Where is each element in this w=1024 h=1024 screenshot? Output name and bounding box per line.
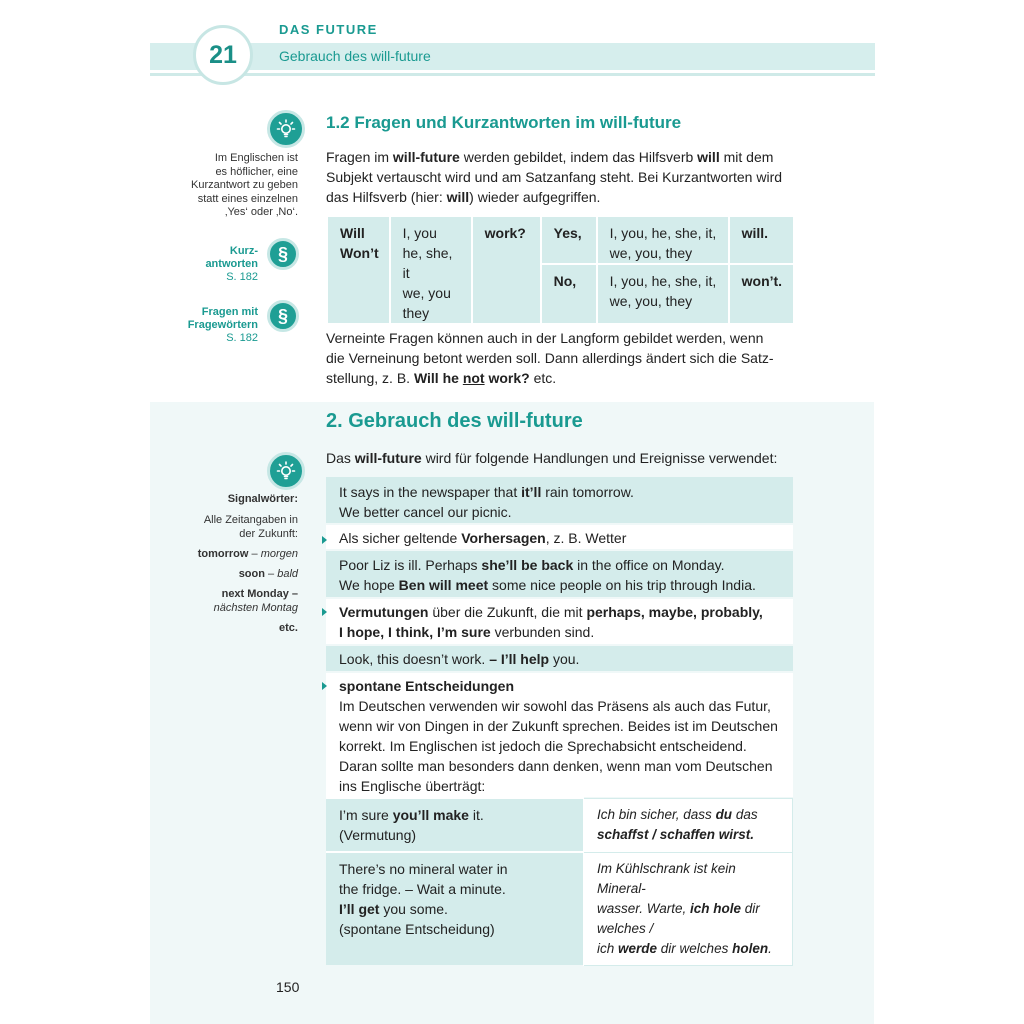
compare-de-2 [584, 852, 793, 965]
table-wont-cell: won’t. [729, 264, 794, 324]
text: (Vermutung) [339, 827, 417, 843]
text: We better cancel our picnic. [339, 504, 512, 520]
section2-heading: 2. Gebrauch des will-future [326, 410, 583, 432]
signal-sep: – [248, 548, 261, 560]
ref-label: Fragen mit [201, 306, 258, 318]
chapter-subtitle: Gebrauch des will-future [279, 48, 431, 64]
text: I’m sure [339, 807, 393, 823]
sidebar-note-short-answers [191, 152, 298, 220]
signal-item [198, 567, 298, 581]
rule-assumptions [326, 599, 793, 644]
text: Das [326, 450, 355, 466]
reference-question-words[interactable] [188, 306, 258, 345]
ref-page: S. 182 [226, 332, 258, 344]
chapter-label: DAS FUTURE [279, 22, 378, 37]
header-divider [150, 73, 875, 76]
subject: I, you, he, she, it, [609, 225, 717, 241]
example: werde [618, 940, 658, 956]
aux-wont: Won’t [340, 245, 379, 261]
section1-negation [326, 328, 796, 388]
text: wenn wir von Dingen in der Zukunft sprechen. Beides ist im Deutschen [339, 718, 778, 734]
example: Ben will meet [398, 577, 489, 593]
signal-en: soon [238, 568, 265, 580]
example: du [715, 806, 733, 822]
note-line: ‚Yes‘ oder ‚No‘. [225, 206, 298, 218]
bullet-icon [322, 682, 327, 690]
example: you’ll make [392, 807, 469, 823]
signal-intro: der Zukunft: [239, 528, 298, 540]
text: die Verneinung betont werden soll. Dann allerdings ändert sich die Satz- [326, 350, 774, 366]
text: There’s no mineral water in [339, 861, 508, 877]
table-no-cell: No, [541, 264, 597, 324]
signal-sep: – [264, 568, 278, 580]
text: Daran sollte man besonders dann denken, wenn man vom Deutschen [339, 758, 773, 774]
signal-item [198, 547, 298, 561]
ref-page: S. 182 [226, 271, 258, 283]
bullet-icon [322, 608, 327, 616]
signal-en: next Monday – [221, 588, 298, 600]
signal-item [198, 601, 298, 615]
text: Im Deutschen verwenden wir sowohl das Präsens als auch das Futur, [339, 698, 771, 714]
compare-de-1 [584, 798, 793, 852]
signal-en: tomorrow [197, 548, 249, 560]
subject: they [402, 305, 430, 321]
text: We hope [339, 577, 399, 593]
text: dir welches / [597, 900, 760, 936]
lightbulb-icon [267, 452, 305, 490]
term: will [697, 149, 720, 165]
text: It says in the newspaper that [339, 484, 522, 500]
text: verbunden sind. [490, 624, 595, 640]
header-band [150, 43, 875, 70]
table-will-cell: will. [729, 216, 794, 264]
note-line: es höflicher, eine [215, 165, 298, 178]
term: will-future [354, 450, 422, 466]
compare-en-1 [326, 798, 584, 852]
subject: we, you [402, 285, 451, 301]
signal-item [198, 587, 298, 601]
term: Vermutungen [339, 604, 429, 620]
signal-intro: Alle Zeitangaben in [203, 514, 298, 526]
signal-de: morgen [260, 548, 298, 560]
chapter-number: 21 [193, 25, 253, 85]
text: rain tomorrow. [541, 484, 634, 500]
term: I hope, I think, I’m sure [339, 624, 491, 640]
bullet-icon [322, 536, 327, 544]
example: work? [484, 370, 530, 386]
table-subject-cell [390, 216, 472, 324]
table-verb-cell: work? [472, 216, 541, 324]
example: Will he [413, 370, 463, 386]
example: I’ll get [339, 901, 380, 917]
ref-label: Fragewörtern [187, 319, 258, 331]
text: korrekt. Im Englischen ist jedoch die Sprechabsicht entscheidend. [339, 738, 747, 754]
note-line: Kurzantwort zu geben [190, 179, 298, 191]
note-line: Im Englischen ist [214, 152, 298, 164]
term: perhaps, maybe, probably, [586, 604, 763, 620]
text: you some. [379, 901, 448, 917]
text: Als sicher geltende [339, 530, 462, 546]
text: dir welches [657, 940, 733, 956]
section1-intro [326, 147, 796, 207]
text: ich [597, 940, 619, 956]
short-answer-table [326, 215, 795, 325]
text: in the office on Monday. [573, 557, 725, 573]
example-spontaneous [326, 646, 793, 671]
text: ) wieder aufgegriffen. [469, 189, 601, 205]
text: über die Zukunft, die mit [428, 604, 587, 620]
example: – I’ll help [489, 651, 550, 667]
sidebar-signal-words [198, 492, 298, 635]
signal-etc: etc. [279, 622, 298, 634]
note-line: statt eines einzelnen [197, 192, 298, 205]
example: holen [732, 940, 769, 956]
comparison-table [326, 797, 793, 966]
example-prediction [326, 477, 793, 523]
section1-heading: 1.2 Fragen und Kurzantworten im will-future [326, 113, 682, 132]
paragraph-icon[interactable]: § [267, 238, 299, 270]
text: Verneinte Fragen können auch in der Langform gebildet werden, wenn [326, 330, 764, 346]
text: Poor Liz is ill. Perhaps [339, 557, 482, 573]
text: (spontane Entscheidung) [339, 921, 495, 937]
text: Im Kühlschrank ist kein Mineral- [597, 860, 736, 896]
text: the fridge. – Wait a minute. [339, 881, 506, 897]
paragraph-icon[interactable]: § [267, 300, 299, 332]
term: spontane Entscheidungen [339, 678, 515, 694]
text: Fragen im [326, 149, 393, 165]
signal-title: Signalwörter: [227, 493, 298, 505]
subject: we, you, they [609, 245, 693, 261]
ref-label: antworten [205, 258, 258, 270]
text: mit dem [719, 149, 774, 165]
text: Ich bin sicher, dass [597, 806, 716, 822]
term: will [446, 189, 470, 205]
page-number: 150 [276, 979, 300, 995]
text: wird für folgende Handlungen und Ereignisse verwendet: [421, 450, 778, 466]
text: Subjekt vertauscht wird und am Satzanfang steht. Bei Kurzantworten wird [326, 169, 783, 185]
text: das Hilfsverb (hier: [326, 189, 447, 205]
example: she’ll be back [481, 557, 574, 573]
text: , z. B. Wetter [545, 530, 627, 546]
subject: he, she, it [402, 245, 453, 281]
signal-de: bald [277, 568, 298, 580]
aux-will: Will [340, 225, 365, 241]
ref-label: Kurz- [229, 245, 258, 257]
table-no-subjects [597, 264, 729, 324]
example: it’ll [521, 484, 542, 500]
lightbulb-icon [267, 110, 305, 148]
text: it. [468, 807, 484, 823]
compare-en-2 [326, 852, 584, 965]
text: some nice people on his trip through India. [488, 577, 756, 593]
text: you. [549, 651, 580, 667]
subject: we, you, they [609, 293, 693, 309]
term: Vorhersagen [461, 530, 546, 546]
text: werden gebildet, indem das Hilfsverb [459, 149, 698, 165]
text: Look, this doesn’t work. [339, 651, 490, 667]
rule-predictions [326, 525, 793, 549]
signal-de: nächsten Montag [213, 602, 298, 614]
table-yes-cell: Yes, [541, 216, 597, 264]
example-underlined: not [462, 370, 485, 386]
text: etc. [529, 370, 557, 386]
text: stellung, z. B. [326, 370, 414, 386]
section2-intro [326, 448, 777, 468]
subject: I, you, he, she, it, [609, 273, 717, 289]
rule-spontaneous [326, 673, 793, 797]
example: ich hole [690, 900, 742, 916]
example: schaffst / schaffen wirst. [597, 826, 755, 842]
text: . [768, 940, 772, 956]
reference-short-answers[interactable] [205, 245, 258, 284]
table-aux-cell [327, 216, 390, 324]
text: wasser. Warte, [597, 900, 691, 916]
subject: I, you [402, 225, 437, 241]
example-assumption [326, 551, 793, 597]
text: das [732, 806, 758, 822]
table-yes-subjects [597, 216, 729, 264]
term: will-future [392, 149, 460, 165]
text: ins Englische überträgt: [339, 778, 486, 794]
